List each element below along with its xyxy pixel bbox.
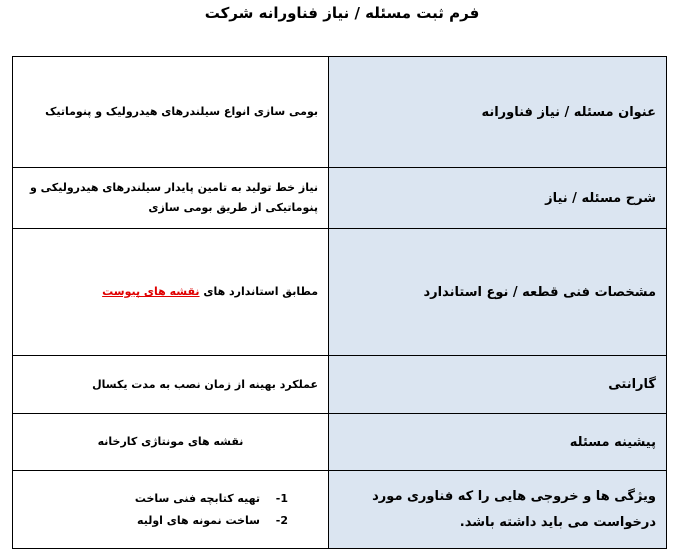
list-item-number: -2 bbox=[275, 513, 288, 527]
form-title: فرم ثبت مسئله / نیاز فناورانه شرکت bbox=[204, 4, 480, 22]
specs-text: مطابق استاندارد های bbox=[203, 285, 318, 298]
row-value-warranty: عملکرد بهینه از زمان نصب به مدت یکسال bbox=[13, 356, 329, 414]
problem-registration-table bbox=[12, 56, 667, 549]
features-list bbox=[23, 488, 318, 532]
row-value-background: نقشه های مونتاژی کارخانه bbox=[13, 414, 329, 471]
table-row bbox=[13, 229, 667, 356]
row-value-specs bbox=[13, 229, 329, 356]
row-label-features: ویژگی ها و خروجی هایی را که فناوری مورد درخواست می باید داشته باشد. bbox=[329, 471, 667, 549]
table-row bbox=[13, 414, 667, 471]
row-value-features bbox=[13, 471, 329, 549]
row-label-description: شرح مسئله / نیاز bbox=[329, 168, 667, 229]
row-value-title: بومی سازی انواع سیلندرهای هیدرولیک و پنوماتیک bbox=[13, 57, 329, 168]
attached-drawings-link[interactable]: نقشه های پیوست bbox=[102, 285, 200, 298]
row-label-background: پیشینه مسئله bbox=[329, 414, 667, 471]
list-item-text: تهیه کتابچه فنی ساخت bbox=[134, 491, 260, 505]
table-row bbox=[13, 57, 667, 168]
row-label-title: عنوان مسئله / نیاز فناورانه bbox=[329, 57, 667, 168]
table-row bbox=[13, 356, 667, 414]
list-item bbox=[23, 510, 318, 532]
row-label-specs: مشخصات فنی قطعه / نوع استاندارد bbox=[329, 229, 667, 356]
list-item-number: -1 bbox=[275, 491, 288, 505]
list-item bbox=[23, 488, 318, 510]
table-row bbox=[13, 471, 667, 549]
list-item-text: ساخت نمونه های اولیه bbox=[137, 513, 260, 527]
row-label-warranty: گارانتی bbox=[329, 356, 667, 414]
row-value-description: نیاز خط تولید به تامین پایدار سیلندرهای هیدرولیکی و پنوماتیکی از طریق بومی سازی bbox=[13, 168, 329, 229]
table-row bbox=[13, 168, 667, 229]
